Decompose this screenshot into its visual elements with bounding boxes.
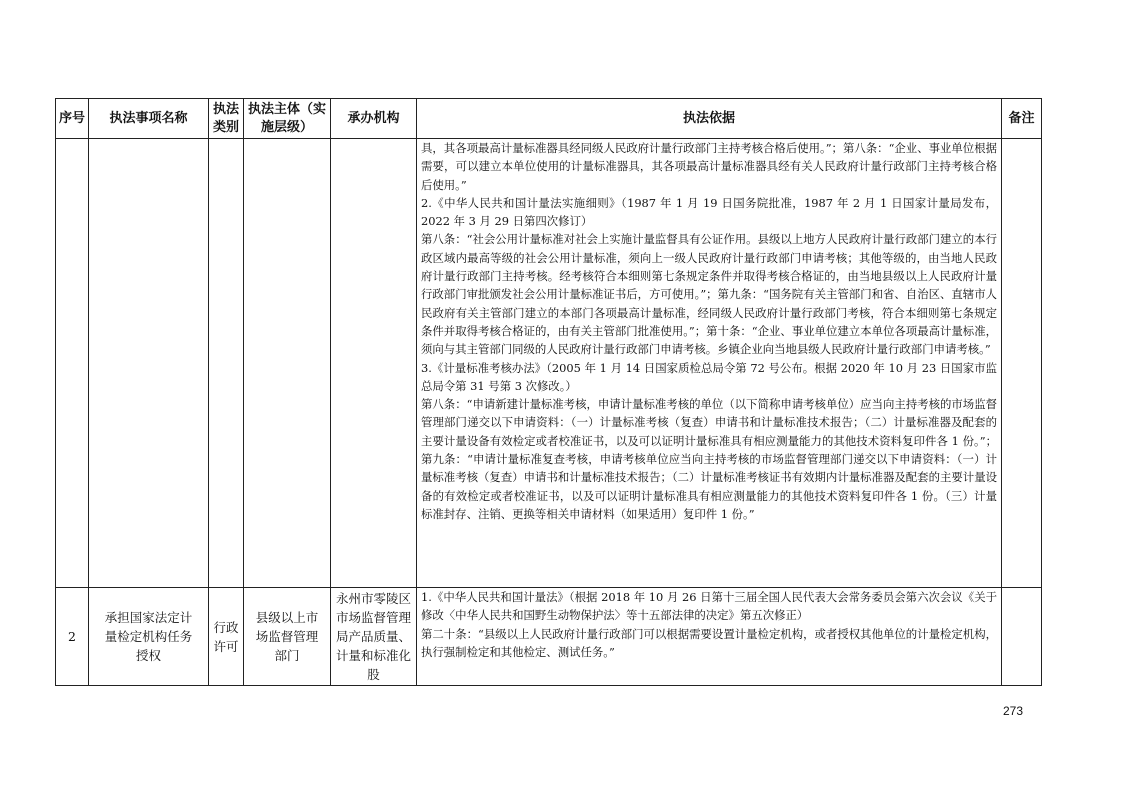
row2-no: 2 bbox=[56, 588, 89, 686]
row1-no bbox=[56, 139, 89, 588]
header-no: 序号 bbox=[56, 99, 89, 139]
header-row bbox=[56, 99, 1042, 139]
header-item-name: 执法事项名称 bbox=[89, 99, 209, 139]
header-org: 承办机构 bbox=[331, 99, 417, 139]
table-row bbox=[56, 139, 1042, 588]
row2-category: 行政许可 bbox=[209, 588, 244, 686]
row1-org bbox=[331, 139, 417, 588]
row1-item-name bbox=[89, 139, 209, 588]
basis-paragraph: 第八条：“社会公用计量标准对社会上实施计量监督具有公证作用。县级以上地方人民政府计量行政部门建立的本行政区域内最高等级的社会公用计量标准，须向上一级人民政府计量行政部门申请考核；其他等级的，由当地人民政府计量行政部门主持考核。经考核符合本细则第七条规定条件并取得考核合格证的，由当地县级以上人民政府计量行政部门审批颁发社会公用计量标准证书后，方可使用。”；第九条：“国务院有关主管部门和省、自治区、直辖市人民政府有关主管部门建立的本部门各项最高计量标准，经同级人民政府计量行政部门考核，符合本细则第七条规定条件并取得考核合格证的，由有关主管部门批准使用。”；第十条：“企业、事业单位建立本单位各项最高计量标准，须向与其主管部门同级的人民政府计量行政部门申请考核。乡镇企业向当地县级人民政府计量行政部门申请考核。” bbox=[421, 232, 997, 357]
basis-paragraph: 第二十条：“县级以上人民政府计量行政部门可以根据需要设置计量检定机构，或者授权其他单位的计量检定机构，执行强制检定和其他检定、测试任务。” bbox=[421, 626, 997, 659]
row2-subject: 县级以上市场监督管理部门 bbox=[244, 588, 331, 686]
page-number: 273 bbox=[1003, 704, 1024, 718]
row2-basis bbox=[417, 588, 1002, 686]
header-basis: 执法依据 bbox=[417, 99, 1002, 139]
row2-org: 永州市零陵区市场监督管理局产品质量、计量和标准化股 bbox=[331, 588, 417, 686]
header-remark: 备注 bbox=[1002, 99, 1042, 139]
basis-paragraph: 第八条：“申请新建计量标准考核，申请计量标准考核的单位（以下简称申请考核单位）应当向主持考核的市场监督管理部门递交以下申请资料：（一）计量标准考核（复查）申请书和计量标准技术报告；（二）计量标准器及配套的主要计量设备有效检定或者校准证书，以及可以证明计量标准具有相应测量能力的其他技术资料复印件各 1 份。”；第九条：“申请计量标准复查考核，申请考核单位应当向主持考核的市场监督管理部门递交以下申请资料：（一）计量标准考核（复查）申请书和计量标准技术报告；（二）计量标准考核证书有效期内计量标准器及配套的主要计量设备的有效检定或者校准证书，以及可以证明计量标准具有相应测量能力的其他技术资料复印件各 1 份。（三）计量标准封存、注销、更换等相关申请材料（如果适用）复印件 1 份。” bbox=[421, 397, 997, 521]
basis-paragraph: 具，其各项最高计量标准器具经同级人民政府计量行政部门主持考核合格后使用。”；第八条：“企业、事业单位根据需要，可以建立本单位使用的计量标准器具，其各项最高计量标准器具经有关人民政府计量行政部门主持考核合格后使用。” bbox=[421, 141, 997, 192]
basis-paragraph: 2.《中华人民共和国计量法实施细则》（1987 年 1 月 19 日国务院批准，1987 年 2 月 1 日国家计量局发布，2022 年 3 月 29 日第四次修订） bbox=[421, 195, 997, 229]
basis-paragraph: 3.《计量标准考核办法》（2005 年 1 月 14 日国家质检总局令第 72 号公布。根据 2020 年 10 月 23 日国家市监总局令第 31 号第 3 次修改。） bbox=[421, 360, 997, 393]
basis-paragraph: 1.《中华人民共和国计量法》（根据 2018 年 10 月 26 日第十三届全国人民代表大会常务委员会第六次会议《关于修改〈中华人民共和国野生动物保护法〉等十五部法律的决定》第五次修正） bbox=[421, 590, 997, 623]
row1-subject bbox=[244, 139, 331, 588]
header-subject: 执法主体（实施层级） bbox=[244, 99, 331, 139]
row1-basis bbox=[417, 139, 1002, 588]
row2-item-name: 承担国家法定计量检定机构任务授权 bbox=[89, 588, 209, 686]
law-enforcement-table bbox=[55, 98, 1042, 686]
table-row bbox=[56, 588, 1042, 686]
header-category: 执法类别 bbox=[209, 99, 244, 139]
row2-remark bbox=[1002, 588, 1042, 686]
row1-category bbox=[209, 139, 244, 588]
row1-remark bbox=[1002, 139, 1042, 588]
